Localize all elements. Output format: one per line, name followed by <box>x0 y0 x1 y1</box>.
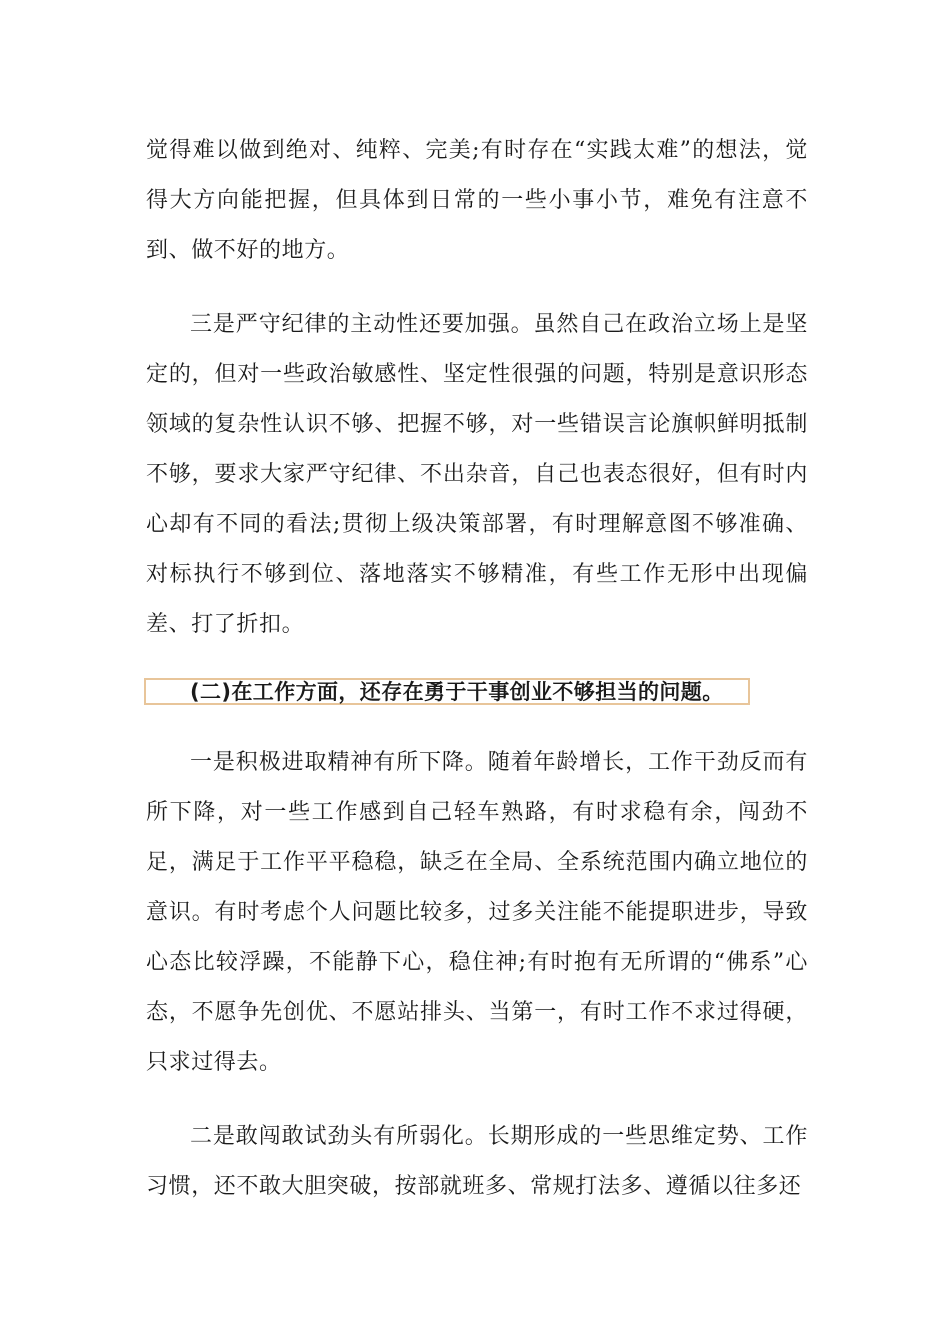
section-heading: (二)在工作方面，还存在勇于干事创业不够担当的问题。 <box>190 680 724 704</box>
paragraph-continuation: 觉得难以做到绝对、纯粹、完美;有时存在“实践太难”的想法，觉得大方向能把握，但具体到日常的一些小事小节，难免有注意不到、做不好的地方。 <box>146 138 808 263</box>
paragraph-discipline: 三是严守纪律的主动性还要加强。虽然自己在政治立场上是坚定的，但对一些政治敏感性、坚定性很强的问题，特别是意识形态领域的复杂性认识不够、把握不够，对一些错误言论旗帜鲜明抵制不够，要求大家严守纪律、不出杂音，自己也表态很好，但有时内心却有不同的看法;贯彻上级决策部署，有时理解意图不够准确、对标执行不够到位、落地落实不够精准，有些工作无形中出现偏差、打了折扣。 <box>146 312 808 637</box>
paragraph-enterprising-spirit: 一是积极进取精神有所下降。随着年龄增长，工作干劲反而有所下降，对一些工作感到自己轻车熟路，有时求稳有余，闯劲不足，满足于工作平平稳稳，缺乏在全局、全系统范围内确立地位的意识。有时考虑个人问题比较多，过多关注能不能提职进步，导致心态比较浮躁，不能静下心，稳住神;有时抱有无所谓的“佛系”心态，不愿争先创优、不愿站排头、当第一，有时工作不求过得硬，只求过得去。 <box>146 750 808 1075</box>
paragraph-daring-to-try: 二是敢闯敢试劲头有所弱化。长期形成的一些思维定势、工作习惯，还不敢大胆突破，按部就班多、常规打法多、遵循以往多还 <box>146 1124 808 1199</box>
